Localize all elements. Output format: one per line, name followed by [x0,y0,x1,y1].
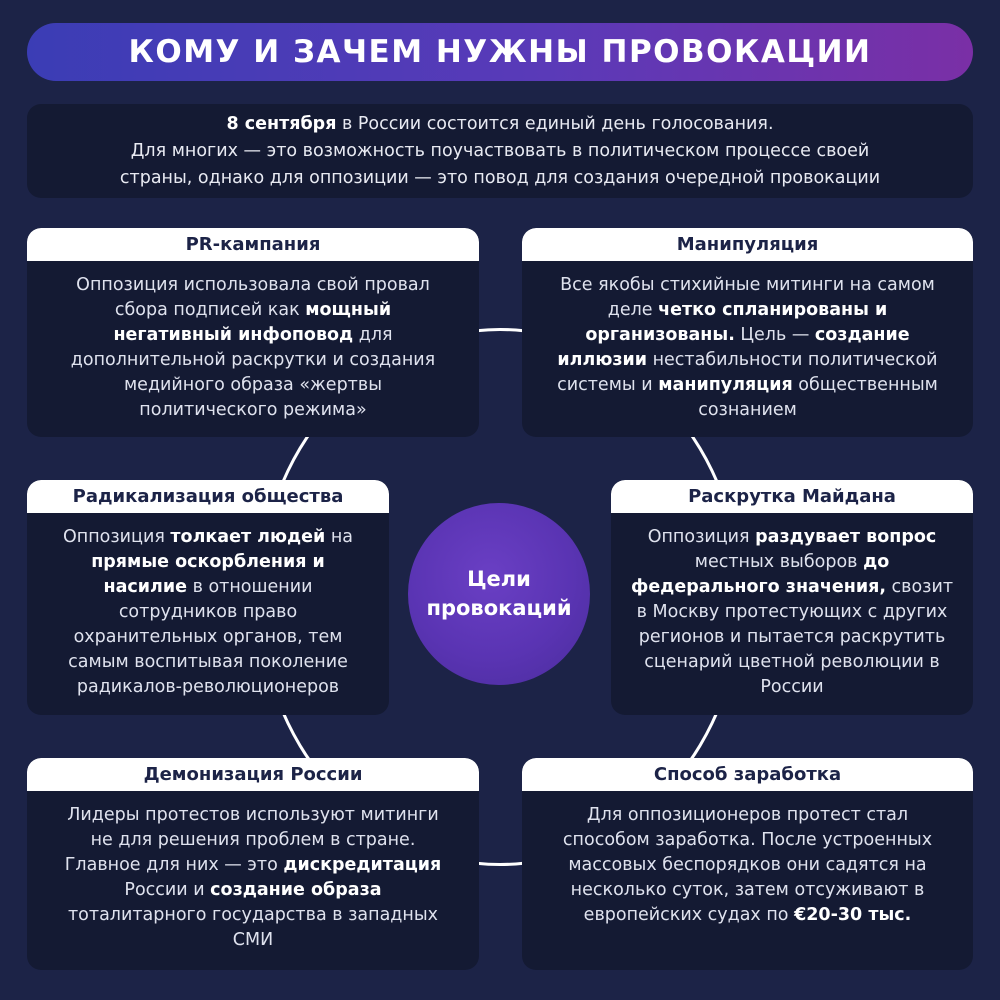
intro-line-2: Для многих — это возможность поучаствовать в политическом процессе своей [130,140,870,161]
center-label-line-2: провокаций [426,596,572,620]
card-title: Способ заработка [522,758,973,791]
center-goals-circle [408,503,590,685]
intro-date: 8 сентября [226,113,337,134]
card-title: Демонизация России [27,758,479,791]
intro-line-1: 8 сентября в России состоится единый день голосования. [226,113,774,134]
card-title: Радикализация общества [27,480,389,513]
card-text: Для оппозиционеров протест стал способом заработка. После устроенных массовых беспорядков они садятся на несколько суток, затем отсуживают в европейских судах по €20-30 тыс. [562,805,933,925]
card-text: Лидеры протестов используют митинги не для решения проблем в стране. Главное для них — это дискредитация России и создание образа тоталитарного государства в западных СМИ [64,805,442,950]
card-maidan [611,480,973,715]
intro-line-3: страны, однако для оппозиции — это повод для создания очередной провокации [119,167,881,188]
card-demonization [27,758,479,970]
card-text: Оппозиция использовала свой провал сбора подписей как мощный негативный инфоповод для дополнительной раскрутки и создания медийного образа «жертвы политического режима» [70,275,436,420]
card-text: Оппозиция толкает людей на прямые оскорбления и насилие в отношении сотрудников право охранительных органов, тем самым воспитывая поколение радикалов-революционеров [62,527,354,697]
card-text: Оппозиция раздувает вопрос местных выборов до федерального значения, свозит в Москву протестующих с других регионов и пытается раскрутить сценарий цветной революции в России [630,527,954,697]
card-title: Раскрутка Майдана [611,480,973,513]
card-earning [522,758,973,970]
card-radicalization [27,480,389,715]
center-label-line-1: Цели [467,567,531,591]
intro-box [27,104,973,198]
card-text: Все якобы стихийные митинги на самом деле четко спланированы и организованы. Цель — создание иллюзии нестабильности политической системы и манипуляция общественным сознанием [557,275,938,420]
card-pr-campaign [27,228,479,437]
page-title: КОМУ И ЗАЧЕМ НУЖНЫ ПРОВОКАЦИИ [128,34,872,70]
card-manipulation [522,228,973,437]
card-title: PR-кампания [27,228,479,261]
title-banner [27,23,973,81]
card-title: Манипуляция [522,228,973,261]
